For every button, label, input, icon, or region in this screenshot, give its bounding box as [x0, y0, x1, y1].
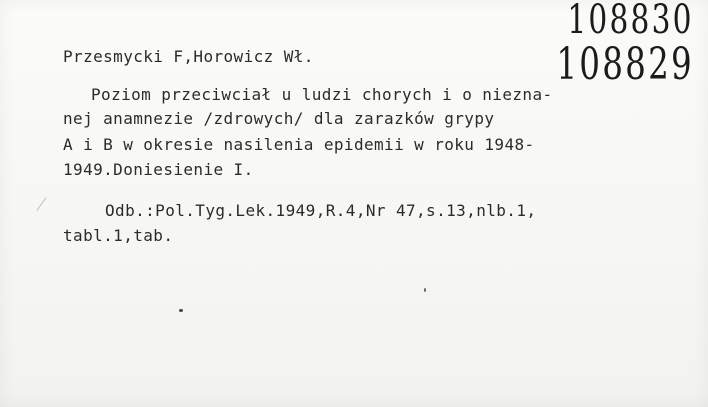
reference-line: tabl.1,tab.	[63, 226, 174, 245]
ink-speck	[179, 309, 183, 312]
pencil-mark	[37, 197, 47, 211]
title-line: 1949.Doniesienie I.	[63, 160, 254, 179]
catalog-number-bottom: 108829	[556, 39, 694, 90]
ink-speck	[424, 288, 426, 292]
title-line: A i B w okresie nasilenia epidemii w roku 1948-	[63, 135, 535, 154]
authors: Przesmycki F,Horowicz Wł.	[63, 47, 314, 66]
title-line: Poziom przeciwciał u ludzi chorych i o niezna-	[91, 85, 553, 104]
reference-line: Odb.:Pol.Tyg.Lek.1949,R.4,Nr 47,s.13,nlb.1,	[105, 201, 537, 220]
title-line: nej anamnezie /zdrowych/ dla zarazków grypy	[63, 109, 495, 128]
catalog-number-top: 108830	[567, 0, 694, 43]
